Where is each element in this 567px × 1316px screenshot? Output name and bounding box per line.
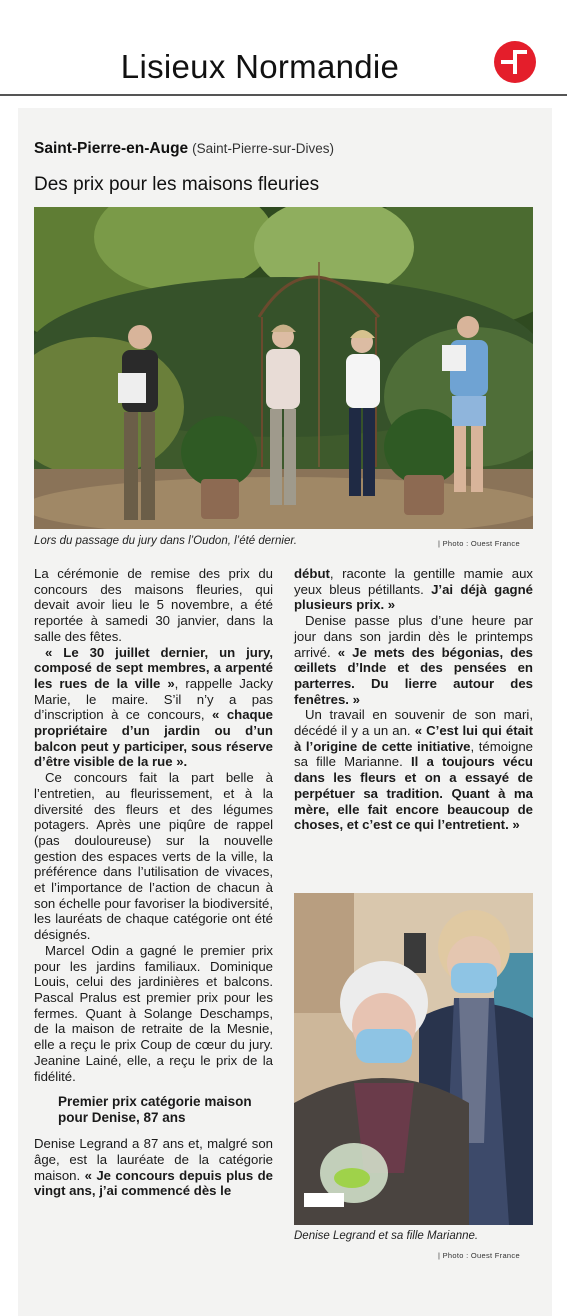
col2-text-2: Denise passe plus d’une heure par jour dans son jardin dès le printemps arrivé.: [294, 613, 533, 660]
col1-paragraph-3: Ce concours fait la part belle à l’entretien, au fleurissement, et à la diversité des fleurs et des légumes potagers. Après une piqûre de rappel (pas douloureuse) sur la nouvelle gestion des espaces verts de la ville, la préférence dans l’utilisation de vivaces, et l’importance de l’action de chacun à son échelle pour favoriser la biodiversité, les lauréats de chaque catégorie ont été désignés.: [34, 770, 273, 943]
col1-quote-2: « chaque propriétaire d’un jardin ou d’un balcon peut y participer, sous réserve d’être visible de la rue ».: [34, 707, 274, 770]
col1-paragraph-1: La cérémonie de remise des prix du concours des maisons fleuries, qui devait avoir lieu le 5 novembre, a été reportée à samedi 30 janvier, dans la salle des fêtes.: [34, 566, 273, 644]
col2-quote-2: « Je mets des bégonias, des œillets d’Inde et des pensées en parterres. Du lierre autour des fenêtres. »: [294, 644, 533, 707]
col1-paragraph-5: [34, 1136, 273, 1199]
ouest-france-logo-icon: [493, 40, 537, 84]
section-title: Lisieux Normandie: [120, 48, 400, 85]
article-headline: Des prix pour les maisons fleuries: [34, 174, 320, 195]
photo1-caption: Lors du passage du jury dans l’Oudon, l’été dernier.: [34, 535, 297, 547]
photo2-credit: | Photo : Ouest France: [438, 1251, 520, 1260]
jury-garden-photo: [34, 207, 533, 529]
denise-marianne-photo: [294, 893, 533, 1225]
col2-paragraph-1: [294, 566, 533, 613]
col1-quote-1: « Le 30 juillet dernier, un jury, composé de sept membres, a arpenté les rues de la ville »: [34, 644, 273, 691]
col2-quote-3a: « C’est lui qui était à l’origine de cette initiative: [294, 723, 533, 754]
location-name: Saint-Pierre-en-Auge: [34, 140, 189, 157]
col2-quote-1a: début: [294, 566, 330, 581]
photo1-credit: | Photo : Ouest France: [438, 539, 520, 548]
col1-paragraph-4: Marcel Odin a gagné le premier prix pour les jardins familiaux. Dominique Louis, celui des jardinières et balcons. Pascal Pralus est premier prix pour les fermes. Quant à Solange Deschamps, de la maison de retraite de la Mesnie, elle a reçu le prix Coup de cœur du jury. Jeanine Lainé, elle, a reçu le prix de la fidélité.: [34, 942, 273, 1084]
col1-quote-5: « Je concours depuis plus de vingt ans, j’ai commencé dès le: [34, 1167, 273, 1199]
photo2-caption: Denise Legrand et sa fille Marianne.: [294, 1230, 479, 1242]
col1-subheading: Premier prix catégorie maison pour Denise, 87 ans: [58, 1094, 252, 1126]
col2-quote-3b: Il a toujours vécu dans les fleurs et on a essayé de perpétuer sa tradition. Quant à ma mère, elle fait encore beaucoup de choses, et c’est ce qui l’entretient. »: [294, 754, 533, 833]
col2-text-1: , raconte la gentille mamie aux yeux bleus pétillants.: [294, 566, 533, 597]
article-location: [34, 140, 334, 158]
col2-text-3b: , témoigne sa fille Marianne.: [294, 738, 533, 770]
col1-text-2: , rappelle Jacky Marie, le maire. S’il n’y a pas d’inscription à ce concours,: [34, 675, 274, 723]
col2-paragraph-3: [294, 707, 533, 833]
location-sub: (Saint-Pierre-sur-Dives): [192, 141, 334, 156]
col1-paragraph-2: [34, 645, 273, 771]
page-header: [0, 0, 567, 96]
article-column-2: [294, 566, 533, 833]
col2-paragraph-2: [294, 613, 533, 707]
col2-text-3a: Un travail en souvenir de son mari, décédé il y a un an.: [294, 707, 533, 739]
col2-quote-1b: J’ai déjà gagné plusieurs prix. »: [294, 581, 533, 613]
col1-text-5: Denise Legrand a 87 ans et, malgré son âge, est la lauréate de la catégorie maison.: [34, 1136, 273, 1183]
header-rule: [0, 94, 567, 96]
article-column-1: [34, 566, 273, 1199]
